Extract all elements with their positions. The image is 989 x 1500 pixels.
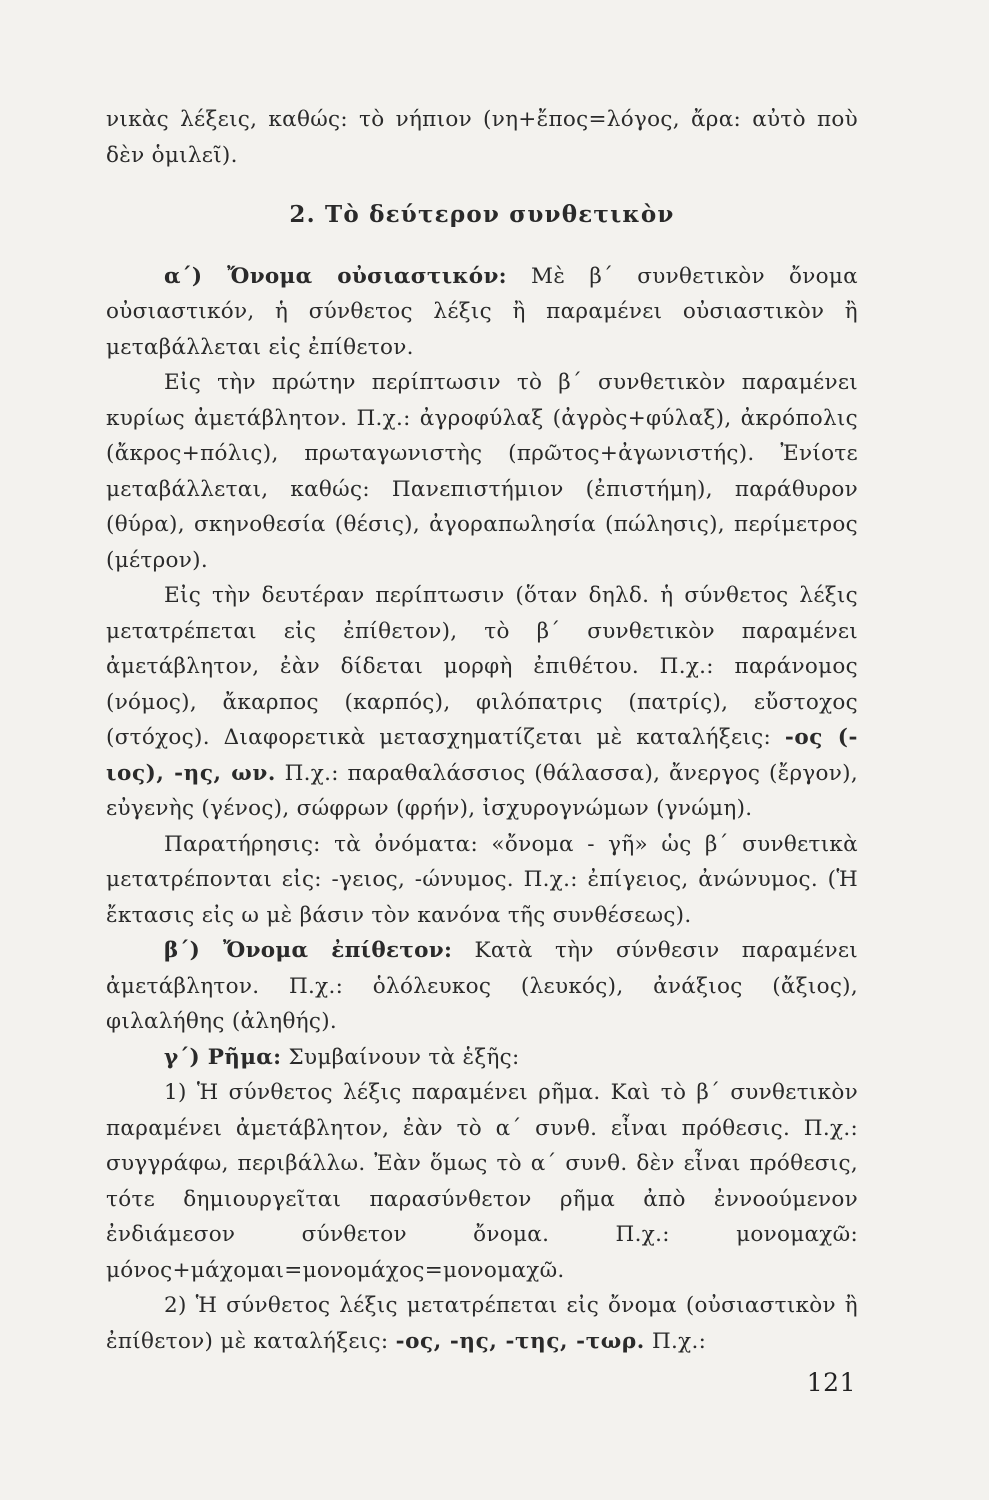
subsection-b-text: Κατὰ τὴν σύνθεσιν παραμένει ἀμετάβλητον. Π.χ.: ὁλόλευκος (λευκός), ἀνάξιος (ἄξιος), φιλαλήθης (ἀληθής). <box>106 938 858 1034</box>
verb-2-endings: -ος, -ης, -της, -τωρ. <box>395 1328 645 1354</box>
subsection-b <box>106 933 858 1040</box>
subsection-a <box>106 259 858 366</box>
subsection-b-label: β΄) Ὄνομα ἐπίθετον: <box>164 938 453 963</box>
subsection-a-label: α΄) Ὄνομα οὐσιαστικόν: <box>164 263 507 289</box>
verb-2-rest: Π.χ.: <box>644 1328 707 1354</box>
body-text <box>106 102 858 1359</box>
paragraph-continuation: νικὰς λέξεις, καθώς: τὸ νήπιον (νη+ἔπος=λόγος, ἄρα: αὐτὸ ποὺ δὲν ὁμιλεῖ). <box>106 107 858 168</box>
section-heading: 2. Τὸ δεύτερον συνθετικὸν <box>289 201 675 228</box>
subsection-a-text: Μὲ β΄ συνθετικὸν ὄνομα οὐσιαστικόν, ἡ σύνθετος λέξις ἢ παραμένει οὐσιαστικὸν ἢ μεταβάλλεται εἰς ἐπίθετον. <box>106 263 859 360</box>
second-case-endings: -ος (-ιος), -ης, ων. <box>106 725 858 786</box>
paragraph-first-case: Εἰς τὴν πρώτην περίπτωσιν τὸ β΄ συνθετικὸν παραμένει κυρίως ἀμετάβλητον. Π.χ.: ἀγροφύλαξ (ἀγρὸς+φύλαξ), ἀκρόπολις (ἄκρος+πόλις), πρωταγωνιστὴς (πρῶτος+ἀγωνιστής). Ἐνίοτε μεταβάλλεται, καθώς: Πανεπιστήμιον (ἐπιστήμη), παράθυρον (θύρα), σκηνοθεσία (θέσις), ἀγοραπωλησία (πώλησις), περίμετρος (μέτρον). <box>106 370 858 573</box>
second-case-text: Εἰς τὴν δευτέραν περίπτωσιν (ὅταν δηλδ. ἡ σύνθετος λέξις μετατρέπεται εἰς ἐπίθετον), τὸ β΄ συνθετικὸν παραμένει ἀμετάβλητον, ἐὰν δίδεται μορφὴ ἐπιθέτου. Π.χ.: παράνομος (νόμος), ἄκαρπος (καρπός), φιλόπατρις (πατρίς), εὔστοχος (στόχος). Διαφορετικὰ μετασχηματίζεται μὲ καταλήξεις: <box>106 583 858 750</box>
subsection-c-text: Συμβαίνουν τὰ ἑξῆς: <box>281 1044 520 1070</box>
paragraph-second-case <box>106 578 858 827</box>
paragraph-verb-1: 1) Ἡ σύνθετος λέξις παραμένει ρῆμα. Καὶ τὸ β΄ συνθετικὸν παραμένει ἀμετάβλητον, ἐὰν τὸ α΄ συνθ. εἶναι πρόθεσις. Π.χ.: συγγράφω, περιβάλλω. Ἐὰν ὅμως τὸ α΄ συνθ. δὲν εἶναι πρόθεσις, τότε δημιουργεῖται παρασύνθετον ρῆμα ἀπὸ ἐννοούμενον ἐνδιάμεσον σύνθετον ὄνομα. Π.χ.: μονομαχῶ: μόνος+μάχομαι=μονομάχος=μονομαχῶ. <box>106 1080 858 1283</box>
second-case-examples: Π.χ.: παραθαλάσσιος (θάλασσα), ἄνεργος (ἔργον), εὐγενὴς (γένος), σώφρων (φρήν), ἰσχυρογνώμων (γνώμη). <box>106 760 858 821</box>
subsection-c <box>106 1040 858 1076</box>
paragraph-verb-2 <box>106 1288 858 1359</box>
verb-2-text: 2) Ἡ σύνθετος λέξις μετατρέπεται εἰς ὄνομα (οὐσιαστικὸν ἢ ἐπίθετον) μὲ καταλήξεις: <box>106 1293 858 1354</box>
paragraph-note: Παρατήρησις: τὰ ὀνόματα: «ὄνομα - γῆ» ὡς β΄ συνθετικὰ μετατρέπονται εἰς: -γειος, -ώνυμος. Π.χ.: ἐπίγειος, ἀνώνυμος. (Ἡ ἔκτασις εἰς ω μὲ βάσιν τὸν κανόνα τῆς συνθέσεως). <box>106 831 858 928</box>
subsection-c-label: γ΄) Ρῆμα: <box>164 1044 282 1070</box>
page-number: 121 <box>806 1368 856 1397</box>
